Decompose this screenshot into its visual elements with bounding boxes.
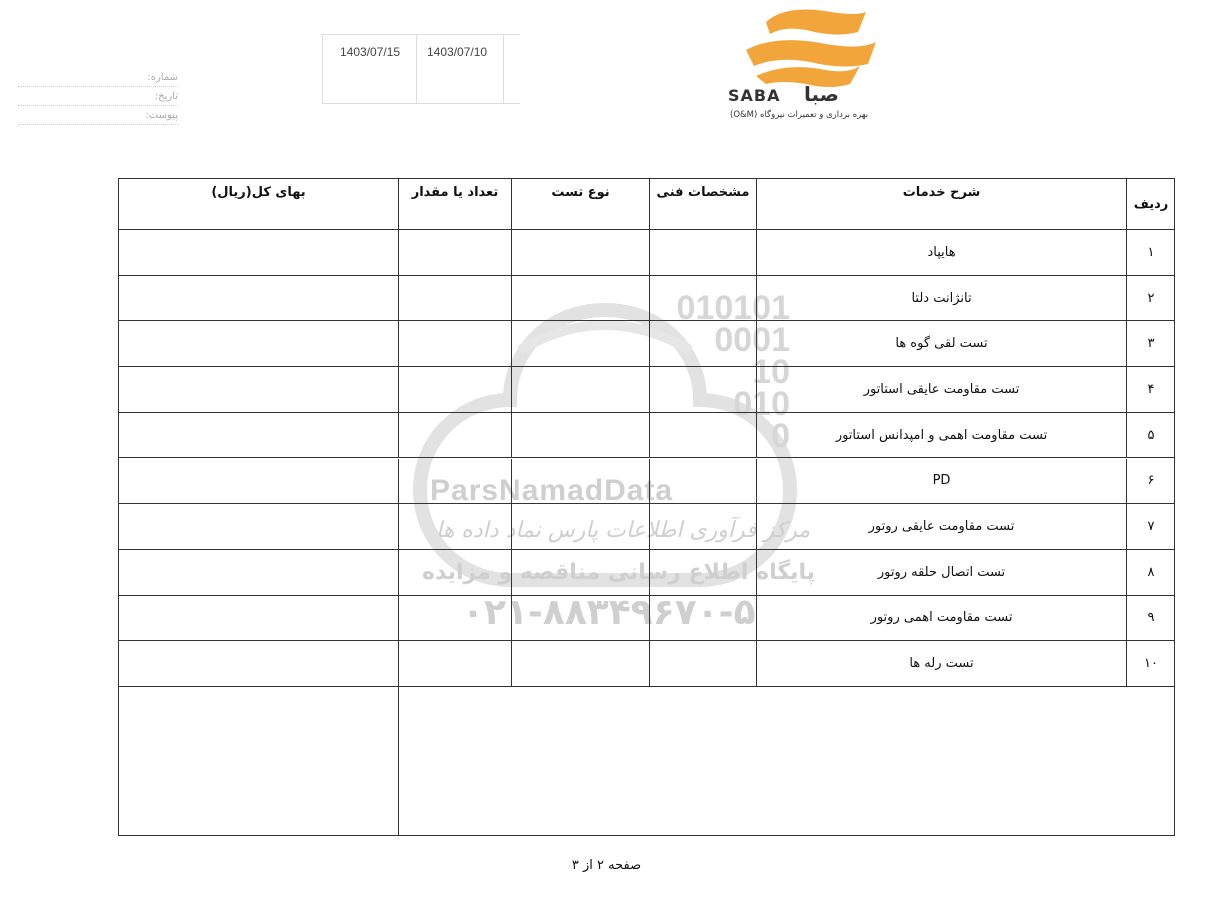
total-price-cell (119, 367, 399, 413)
spec-cell (650, 367, 757, 413)
test-type-cell (512, 276, 650, 322)
row-number-cell: ۵ (1127, 413, 1175, 459)
test-type-cell (512, 321, 650, 367)
service-cell: تست اتصال حلقه روتور (757, 550, 1127, 596)
attachment-label: پیوست: (18, 110, 178, 125)
service-cell: تست مقاومت عایقی استاتور (757, 367, 1127, 413)
watermark-digits: 010101 0001 10 010 0 (676, 289, 790, 455)
row-number-cell: ۸ (1127, 550, 1175, 596)
watermark-phone: ۰۲۱-۸۸۳۴۹۶۷۰-۵ (462, 592, 756, 633)
total-price-cell (119, 641, 399, 687)
test-type-cell (512, 367, 650, 413)
quantity-cell (399, 276, 512, 322)
row-number-cell: ۲ (1127, 276, 1175, 322)
test-type-cell (512, 459, 650, 505)
row-number-cell: ۱۰ (1127, 641, 1175, 687)
quantity-cell (399, 321, 512, 367)
test-type-cell (512, 596, 650, 642)
quantity-cell (399, 504, 512, 550)
logo-wordmark: SABA (728, 86, 781, 105)
row-number-cell: ۶ (1127, 459, 1175, 505)
service-cell: تست مقاومت عایقی روتور (757, 504, 1127, 550)
summary-total-cell (119, 687, 399, 835)
logo-subtitle: بهره برداری و تعمیرات نیروگاه (O&M) (730, 110, 869, 120)
test-type-cell (512, 504, 650, 550)
row-number-cell: ۳ (1127, 321, 1175, 367)
summary-notes-cell (399, 687, 1175, 835)
date-box (322, 34, 520, 104)
service-cell: تست مقاومت اهمی و امپدانس استاتور (757, 413, 1127, 459)
spec-cell (650, 504, 757, 550)
watermark-line1: مرکز فرآوری اطلاعات پارس نماد داده ها (436, 518, 811, 543)
header-service: شرح خدمات (757, 179, 1127, 230)
date-value-2: 1403/07/10 (427, 45, 488, 59)
total-price-cell (119, 276, 399, 322)
total-price-cell (119, 321, 399, 367)
total-price-cell (119, 413, 399, 459)
total-price-cell (119, 596, 399, 642)
service-cell: هایپاد (757, 230, 1127, 276)
service-cell: PD (757, 459, 1127, 505)
spec-cell (650, 550, 757, 596)
row-number-cell: ۹ (1127, 596, 1175, 642)
watermark-brand: ParsNamadData (430, 474, 674, 507)
quantity-cell (399, 596, 512, 642)
date-divider (503, 35, 504, 103)
row-number-cell: ۱ (1127, 230, 1175, 276)
date-value-1: 1403/07/15 (340, 45, 401, 59)
row-number-cell: ۷ (1127, 504, 1175, 550)
test-type-cell (512, 641, 650, 687)
test-type-cell (512, 230, 650, 276)
watermark-line2: پایگاه اطلاع رسانی مناقصه و مزایده (422, 560, 815, 585)
header-total-price: بهای کل(ریال) (119, 179, 399, 230)
quantity-cell (399, 230, 512, 276)
header-quantity: تعداد یا مقدار (399, 179, 512, 230)
header-spec: مشخصات فنی (650, 179, 757, 230)
logo-wordmark-fa: صبا (804, 82, 839, 106)
spec-cell (650, 641, 757, 687)
date-divider (416, 35, 417, 103)
service-cell: تست رله ها (757, 641, 1127, 687)
quantity-cell (399, 459, 512, 505)
page-number: صفحه ۲ از ۳ (571, 858, 642, 873)
spec-cell (650, 459, 757, 505)
spec-cell (650, 230, 757, 276)
header-row-number: ردیف (1127, 179, 1175, 230)
total-price-cell (119, 459, 399, 505)
total-price-cell (119, 550, 399, 596)
number-label: شماره: (18, 72, 178, 87)
spec-cell (650, 413, 757, 459)
header-test-type: نوع تست (512, 179, 650, 230)
quantity-cell (399, 413, 512, 459)
spec-cell (650, 321, 757, 367)
row-number-cell: ۴ (1127, 367, 1175, 413)
service-cell: تانژانت دلتا (757, 276, 1127, 322)
date-label: تاریخ: (18, 91, 178, 106)
service-cell: تست لقی گوه ها (757, 321, 1127, 367)
date-divider (322, 35, 323, 103)
quantity-cell (399, 550, 512, 596)
services-table (118, 178, 1175, 836)
total-price-cell (119, 230, 399, 276)
test-type-cell (512, 413, 650, 459)
test-type-cell (512, 550, 650, 596)
spec-cell (650, 276, 757, 322)
quantity-cell (399, 367, 512, 413)
quantity-cell (399, 641, 512, 687)
service-cell: تست مقاومت اهمی روتور (757, 596, 1127, 642)
spec-cell (650, 596, 757, 642)
total-price-cell (119, 504, 399, 550)
